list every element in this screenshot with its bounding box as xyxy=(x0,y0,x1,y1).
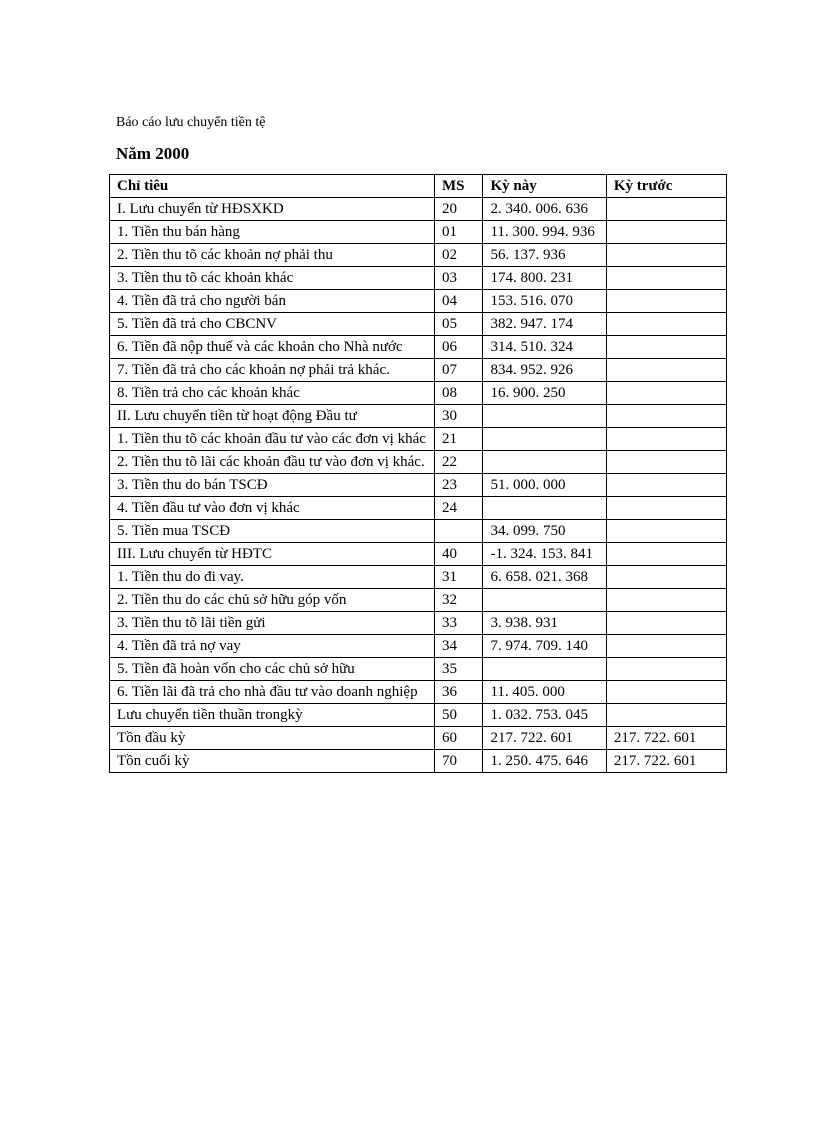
cell-indicator: I. Lưu chuyển từ HĐSXKD xyxy=(110,198,435,221)
table-row xyxy=(110,198,727,221)
cell-ms: 21 xyxy=(435,428,483,451)
cell-indicator: Lưu chuyển tiền thuần trongkỳ xyxy=(110,704,435,727)
cell-previous-period xyxy=(606,658,726,681)
cell-current-period: 6. 658. 021. 368 xyxy=(483,566,606,589)
cell-ms: 35 xyxy=(435,658,483,681)
cell-current-period xyxy=(483,658,606,681)
cell-ms: 33 xyxy=(435,612,483,635)
cell-indicator: 5. Tiền đã hoàn vốn cho các chủ sở hữu xyxy=(110,658,435,681)
table-row xyxy=(110,727,727,750)
cell-current-period: 314. 510. 324 xyxy=(483,336,606,359)
cell-previous-period xyxy=(606,520,726,543)
cell-current-period xyxy=(483,405,606,428)
cell-current-period: 153. 516. 070 xyxy=(483,290,606,313)
table-row xyxy=(110,520,727,543)
table-row xyxy=(110,267,727,290)
cell-previous-period xyxy=(606,405,726,428)
cell-ms: 08 xyxy=(435,382,483,405)
cell-previous-period xyxy=(606,313,726,336)
table-row xyxy=(110,451,727,474)
cell-previous-period xyxy=(606,267,726,290)
cell-previous-period xyxy=(606,382,726,405)
cell-indicator: II. Lưu chuyển tiền từ hoạt động Đầu tư xyxy=(110,405,435,428)
cell-current-period xyxy=(483,451,606,474)
cell-indicator: 5. Tiền mua TSCĐ xyxy=(110,520,435,543)
cell-current-period xyxy=(483,589,606,612)
cell-previous-period xyxy=(606,451,726,474)
cell-ms: 23 xyxy=(435,474,483,497)
table-row xyxy=(110,704,727,727)
cell-indicator: 4. Tiền đã trả cho người bán xyxy=(110,290,435,313)
report-subtitle: Báo cáo lưu chuyển tiền tệ xyxy=(116,115,266,130)
cell-previous-period: 217. 722. 601 xyxy=(606,727,726,750)
table-row xyxy=(110,405,727,428)
cell-indicator: 3. Tiền thu tõ các khoản khác xyxy=(110,267,435,290)
cell-ms: 50 xyxy=(435,704,483,727)
cell-indicator: 2. Tiền thu do các chủ sở hữu góp vốn xyxy=(110,589,435,612)
cell-current-period: 11. 405. 000 xyxy=(483,681,606,704)
cell-ms: 04 xyxy=(435,290,483,313)
cell-indicator: 1. Tiền thu bán hàng xyxy=(110,221,435,244)
cell-previous-period xyxy=(606,566,726,589)
cell-indicator: 3. Tiền thu do bán TSCĐ xyxy=(110,474,435,497)
table-row xyxy=(110,428,727,451)
cell-indicator: Tồn cuối kỳ xyxy=(110,750,435,773)
cell-current-period: 3. 938. 931 xyxy=(483,612,606,635)
cell-previous-period xyxy=(606,474,726,497)
cell-previous-period xyxy=(606,497,726,520)
header-ms: MS xyxy=(435,175,483,198)
cell-previous-period xyxy=(606,198,726,221)
cell-ms: 02 xyxy=(435,244,483,267)
cell-previous-period xyxy=(606,290,726,313)
table-row xyxy=(110,750,727,773)
cell-indicator: 6. Tiền lãi đã trả cho nhà đầu tư vào doanh nghiệp xyxy=(110,681,435,704)
cell-indicator: 6. Tiền đã nộp thuế và các khoản cho Nhà nước xyxy=(110,336,435,359)
cell-previous-period xyxy=(606,244,726,267)
cell-previous-period xyxy=(606,428,726,451)
cell-indicator: 5. Tiền đã trả cho CBCNV xyxy=(110,313,435,336)
cell-ms: 07 xyxy=(435,359,483,382)
cell-current-period: 2. 340. 006. 636 xyxy=(483,198,606,221)
table-row xyxy=(110,612,727,635)
table-header-row xyxy=(110,175,727,198)
table-row xyxy=(110,382,727,405)
cell-indicator: 2. Tiền thu tõ các khoản nợ phải thu xyxy=(110,244,435,267)
cell-ms: 01 xyxy=(435,221,483,244)
cell-current-period: -1. 324. 153. 841 xyxy=(483,543,606,566)
cell-current-period xyxy=(483,428,606,451)
cell-current-period: 174. 800. 231 xyxy=(483,267,606,290)
report-year: Năm 2000 xyxy=(116,144,190,163)
cell-indicator: 1. Tiền thu do đi vay. xyxy=(110,566,435,589)
table-row xyxy=(110,359,727,382)
table-row xyxy=(110,566,727,589)
cell-ms: 03 xyxy=(435,267,483,290)
table-row xyxy=(110,336,727,359)
cell-current-period: 34. 099. 750 xyxy=(483,520,606,543)
cell-current-period: 11. 300. 994. 936 xyxy=(483,221,606,244)
cell-ms xyxy=(435,520,483,543)
cell-current-period xyxy=(483,497,606,520)
cell-ms: 06 xyxy=(435,336,483,359)
table-row xyxy=(110,474,727,497)
cell-previous-period xyxy=(606,612,726,635)
cell-ms: 36 xyxy=(435,681,483,704)
cell-indicator: 4. Tiền đã trả nợ vay xyxy=(110,635,435,658)
cell-previous-period xyxy=(606,635,726,658)
cell-current-period: 217. 722. 601 xyxy=(483,727,606,750)
cell-indicator: III. Lưu chuyển từ HĐTC xyxy=(110,543,435,566)
cash-flow-table xyxy=(109,174,727,773)
cell-previous-period xyxy=(606,681,726,704)
table-row xyxy=(110,221,727,244)
table-row xyxy=(110,635,727,658)
cell-previous-period xyxy=(606,221,726,244)
cell-ms: 30 xyxy=(435,405,483,428)
table-row xyxy=(110,497,727,520)
cell-current-period: 382. 947. 174 xyxy=(483,313,606,336)
header-current-period: Kỳ này xyxy=(483,175,606,198)
table-row xyxy=(110,658,727,681)
cell-previous-period xyxy=(606,543,726,566)
cell-indicator: 4. Tiền đầu tư vào đơn vị khác xyxy=(110,497,435,520)
header-previous-period: Kỳ trước xyxy=(606,175,726,198)
cell-ms: 34 xyxy=(435,635,483,658)
header-indicator: Chỉ tiêu xyxy=(110,175,435,198)
cell-previous-period xyxy=(606,589,726,612)
table-row xyxy=(110,244,727,267)
cell-ms: 20 xyxy=(435,198,483,221)
cell-ms: 22 xyxy=(435,451,483,474)
cell-previous-period: 217. 722. 601 xyxy=(606,750,726,773)
table-row xyxy=(110,681,727,704)
cell-indicator: Tồn đầu kỳ xyxy=(110,727,435,750)
table-row xyxy=(110,543,727,566)
cell-indicator: 8. Tiền trả cho các khoản khác xyxy=(110,382,435,405)
cell-ms: 70 xyxy=(435,750,483,773)
table-row xyxy=(110,313,727,336)
cell-ms: 60 xyxy=(435,727,483,750)
cell-current-period: 16. 900. 250 xyxy=(483,382,606,405)
cell-ms: 31 xyxy=(435,566,483,589)
cell-indicator: 7. Tiền đã trả cho các khoản nợ phải trả khác. xyxy=(110,359,435,382)
cell-ms: 24 xyxy=(435,497,483,520)
table-row xyxy=(110,290,727,313)
cell-indicator: 3. Tiền thu tõ lãi tiền gửi xyxy=(110,612,435,635)
cell-current-period: 7. 974. 709. 140 xyxy=(483,635,606,658)
cell-ms: 40 xyxy=(435,543,483,566)
cell-previous-period xyxy=(606,336,726,359)
cell-current-period: 1. 250. 475. 646 xyxy=(483,750,606,773)
table-body xyxy=(110,198,727,773)
cell-previous-period xyxy=(606,704,726,727)
cell-current-period: 56. 137. 936 xyxy=(483,244,606,267)
cell-indicator: 1. Tiền thu tõ các khoản đầu tư vào các đơn vị khác xyxy=(110,428,435,451)
cell-indicator: 2. Tiền thu tõ lãi các khoản đầu tư vào đơn vị khác. xyxy=(110,451,435,474)
cell-ms: 32 xyxy=(435,589,483,612)
cell-current-period: 834. 952. 926 xyxy=(483,359,606,382)
cell-current-period: 1. 032. 753. 045 xyxy=(483,704,606,727)
table-row xyxy=(110,589,727,612)
cell-current-period: 51. 000. 000 xyxy=(483,474,606,497)
cell-ms: 05 xyxy=(435,313,483,336)
cell-previous-period xyxy=(606,359,726,382)
